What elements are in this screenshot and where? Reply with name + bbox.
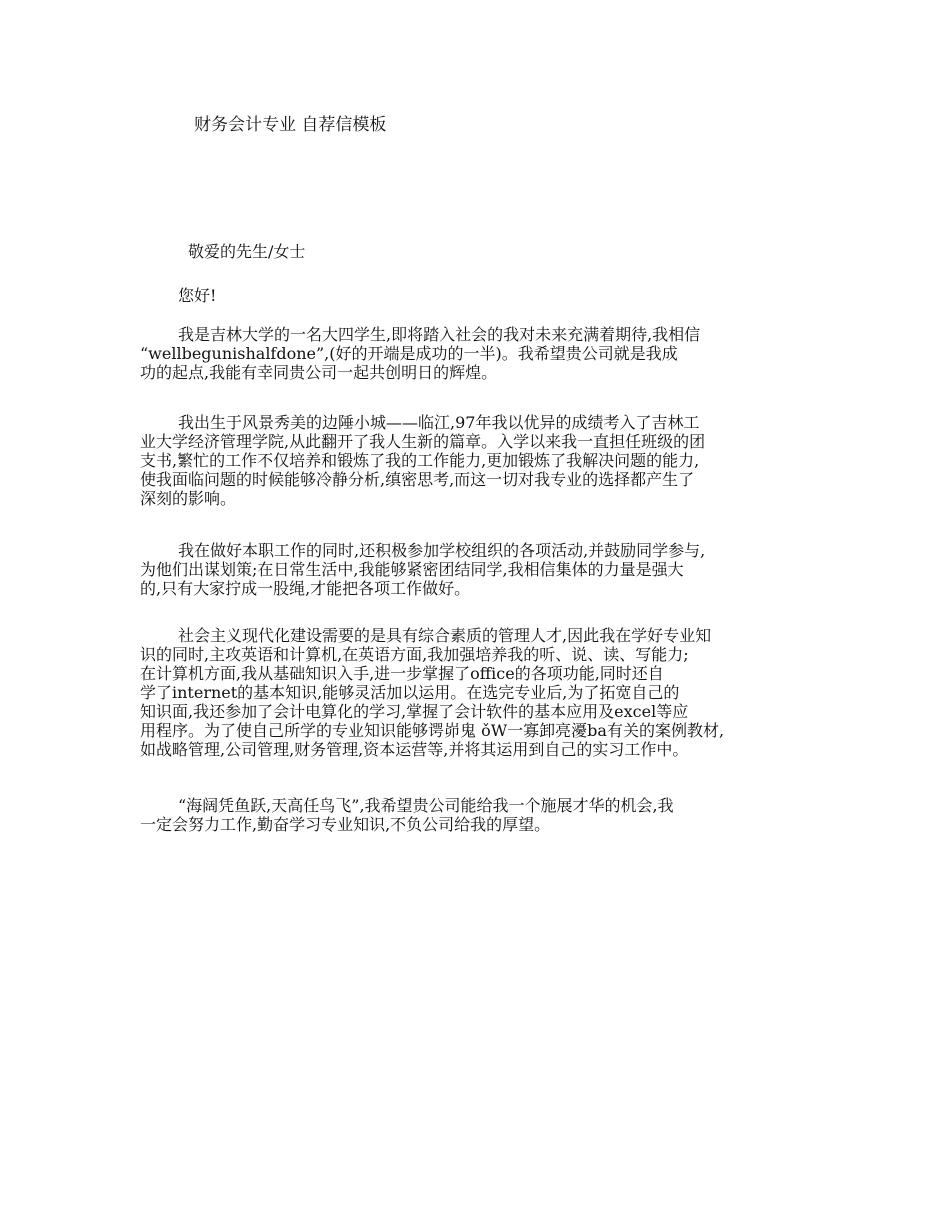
paragraph-activities (140, 541, 824, 598)
paragraph-line: 的,只有大家拧成一股绳,才能把各项工作做好。 (140, 579, 471, 598)
paragraph-line: 支书,繁忙的工作不仅培养和锻炼了我的工作能力,更加锻炼了我解决问题的能力, (140, 451, 700, 470)
document-title: 财务会计专业 自荐信模板 (194, 115, 387, 135)
paragraph-line: 一定会努力工作,勤奋学习专业知识,不负公司给我的厚望。 (140, 815, 551, 834)
paragraph-line: 在计算机方面,我从基础知识入手,进一步掌握了office的各项功能,同时还自 (140, 664, 664, 683)
salutation: 敬爱的先生/女士 (188, 242, 306, 261)
paragraph-line: 用程序。为了使自己所学的专业知识能够谔峁鬼 ǒW一寡卸亮瀀ba有关的案例教材, (140, 721, 725, 740)
paragraph-line: 使我面临问题的时候能够冷静分析,缜密思考,而这一切对我专业的选择都产生了 (140, 470, 695, 489)
paragraph-line: “海阔凭鱼跃,天高任鸟飞”,我希望贵公司能给我一个施展才华的机会,我 (178, 796, 674, 815)
paragraph-line: 为他们出谋划策;在日常生活中,我能够紧密团结同学,我相信集体的力量是强大 (140, 560, 684, 579)
paragraph-line: 知识面,我还参加了会计电算化的学习,掌握了会计软件的基本应用及excel等应 (140, 702, 689, 721)
paragraph-line: 我是吉林大学的一名大四学生,即将踏入社会的我对未来充满着期待,我相信 (178, 325, 701, 344)
paragraph-line: 业大学经济管理学院,从此翻开了我人生新的篇章。入学以来我一直担任班级的团 (140, 432, 706, 451)
paragraph-closing (140, 796, 824, 834)
paragraph-line: 深刻的影响。 (140, 489, 237, 508)
paragraph-line: 社会主义现代化建设需要的是具有综合素质的管理人才,因此我在学好专业知 (178, 626, 712, 645)
paragraph-line: 学了internet的基本知识,能够灵活加以运用。在选完专业后,为了拓宽自己的 (140, 683, 680, 702)
paragraph-line: “wellbegunishalfdone”,(好的开端是成功的一半)。我希望贵公司就是我成 (140, 344, 678, 363)
paragraph-line: 我在做好本职工作的同时,还积极参加学校组织的各项活动,并鼓励同学参与, (178, 541, 706, 560)
paragraph-line: 识的同时,主攻英语和计算机,在英语方面,我加强培养我的听、说、读、写能力; (140, 645, 689, 664)
paragraph-skills (140, 626, 824, 759)
paragraph-line: 我出生于风景秀美的边陲小城——临江,97年我以优异的成绩考入了吉林工 (178, 413, 700, 432)
greeting: 您好! (178, 286, 217, 305)
paragraph-line: 功的起点,我能有幸同贵公司一起共创明日的辉煌。 (140, 363, 498, 382)
paragraph-background (140, 413, 824, 508)
paragraph-line: 如战略管理,公司管理,财务管理,资本运营等,并将其运用到自己的实习工作中。 (140, 740, 689, 759)
paragraph-intro (140, 325, 824, 382)
